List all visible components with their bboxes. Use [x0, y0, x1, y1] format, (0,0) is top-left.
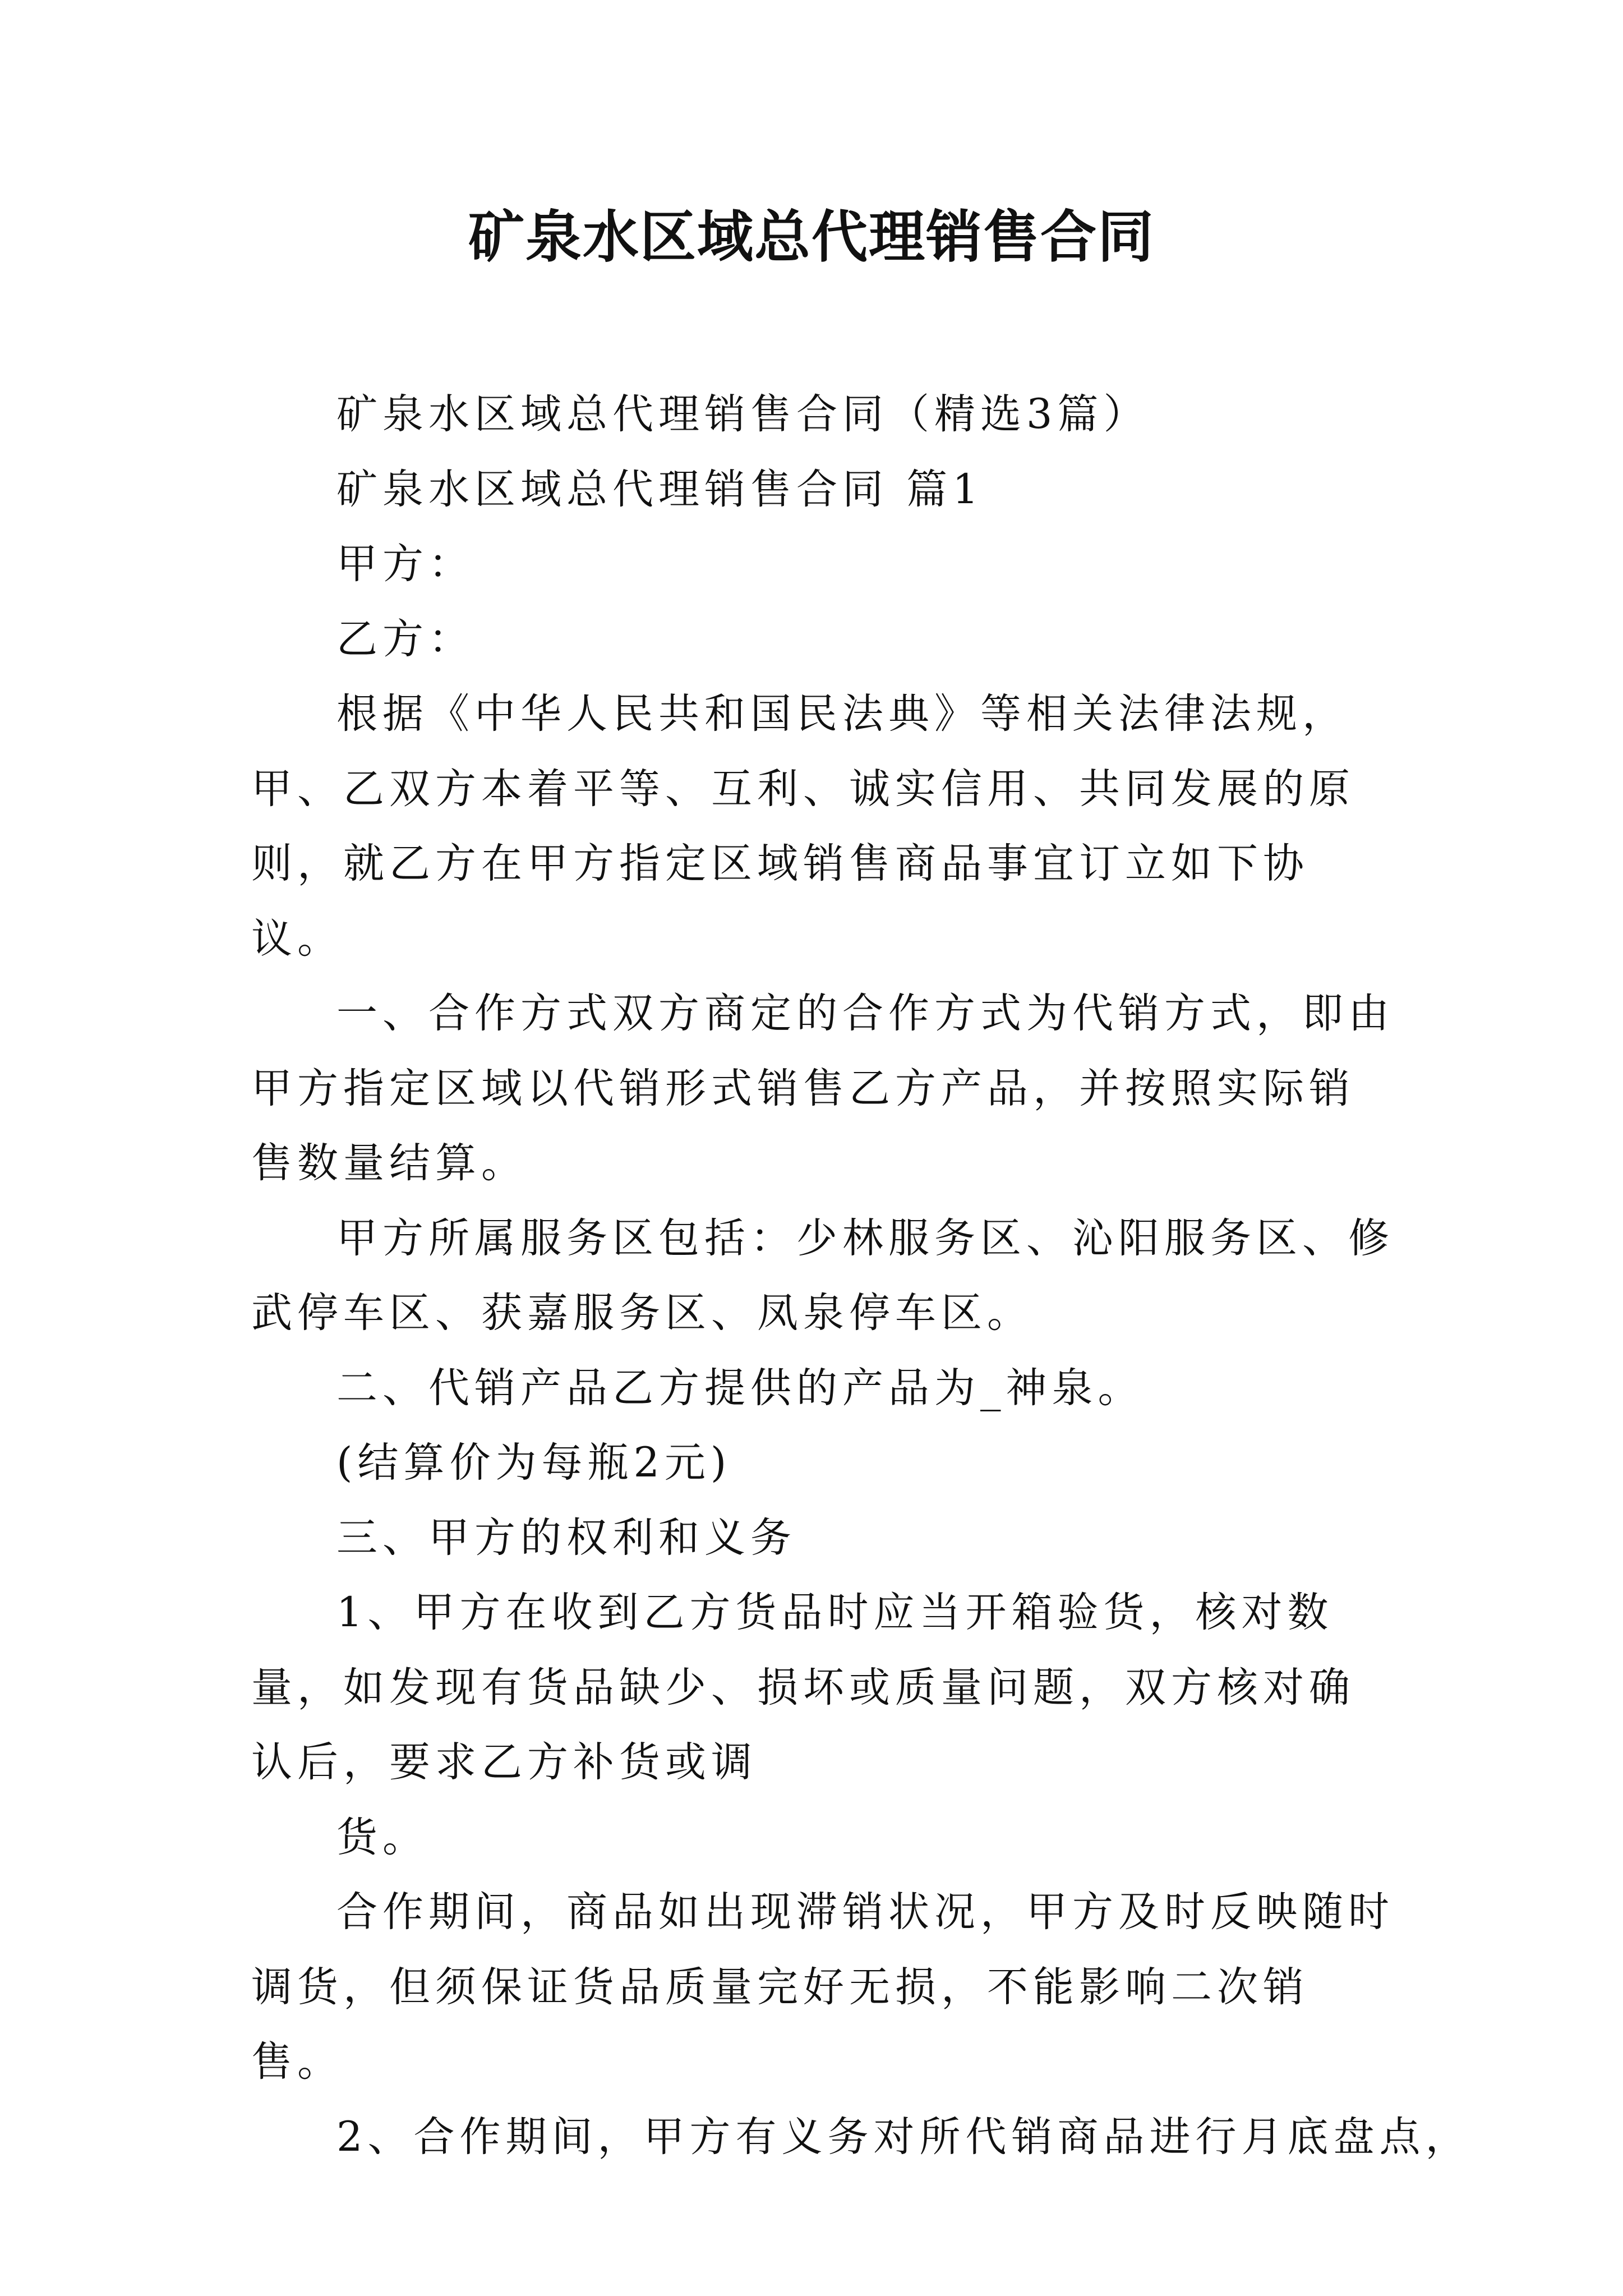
- paragraph-products: 二、代销产品乙方提供的产品为_神泉。: [336, 1364, 1144, 1412]
- paragraph-clause-1: 1、甲方在收到乙方货品时应当开箱验货，核对数量，如发现有货品缺少、损坏或质量问题，双方核对确认后，要求乙方补货或调: [251, 1589, 1355, 1786]
- paragraph-preamble: 根据《中华人民共和国民法典》等相关法律法规，甲、乙双方本着平等、互利、诚实信用、共同发展的原则，就乙方在甲方指定区域销售商品事宜订立如下协议。: [251, 690, 1355, 963]
- paragraph-rights-heading: 三、甲方的权利和义务: [336, 1513, 796, 1562]
- document-body: [251, 377, 1472, 2174]
- paragraph-party-a: 甲方：: [336, 540, 474, 588]
- paragraph-part-heading: 矿泉水区域总代理销售合同 篇1: [336, 465, 984, 513]
- paragraph-clause-2: 2、合作期间，甲方有义务对所代销商品进行月底盘点，: [336, 2113, 1472, 2161]
- paragraph-cooperation-period: 合作期间，商品如出现滞销状况，甲方及时反映随时调货，但须保证货品质量完好无损，不能影响二次销售。: [251, 1888, 1394, 2086]
- paragraph-cooperation-method: 一、合作方式双方商定的合作方式为代销方式，即由甲方指定区域以代销形式销售乙方产品，并按照实际销售数量结算。: [251, 990, 1394, 1187]
- paragraph-clause-1-continued: 货。: [336, 1813, 428, 1861]
- document-title: 矿泉水区域总代理销售合同: [468, 204, 1155, 270]
- paragraph-settlement-price: (结算价为每瓶2元): [336, 1439, 732, 1487]
- paragraph-party-b: 乙方：: [336, 615, 474, 663]
- paragraph-service-areas: 甲方所属服务区包括：少林服务区、沁阳服务区、修武停车区、获嘉服务区、凤泉停车区。: [251, 1214, 1394, 1337]
- paragraph-subtitle: 矿泉水区域总代理销售合同（精选3篇）: [336, 390, 1150, 438]
